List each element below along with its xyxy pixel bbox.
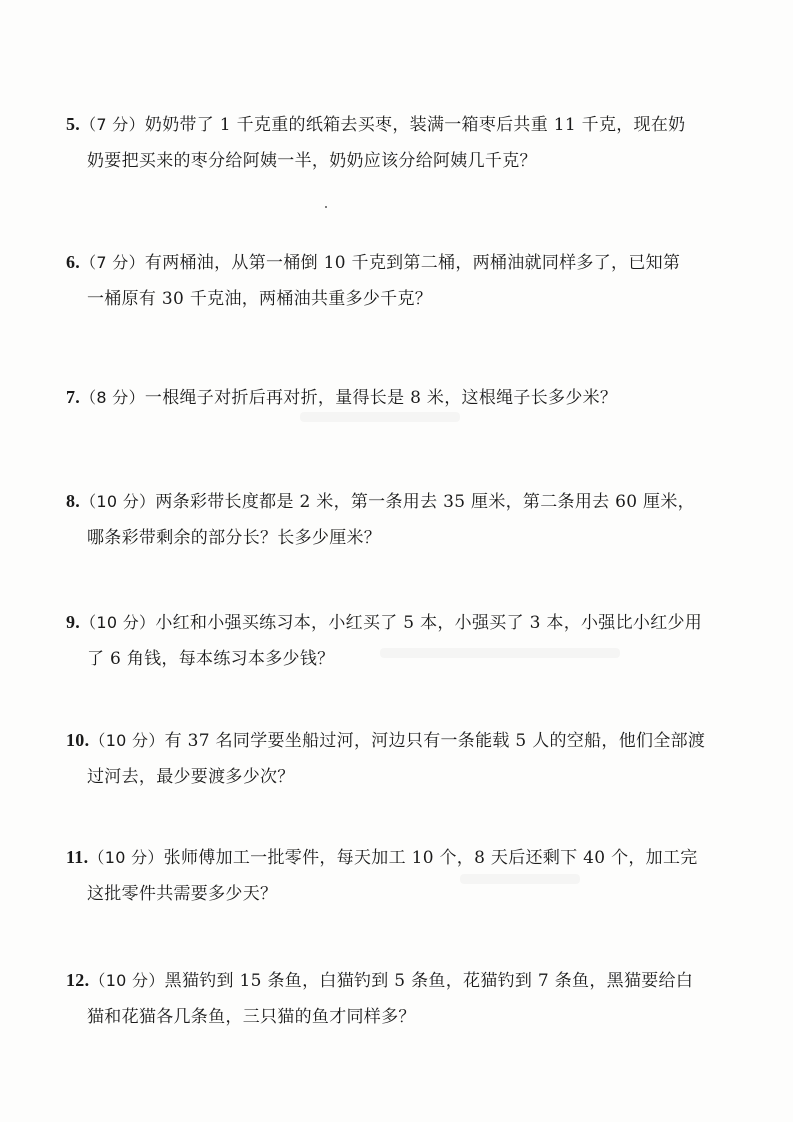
question-text: 两条彩带长度都是 2 米，第一条用去 35 厘米，第二条用去 60 厘米，	[155, 492, 695, 512]
question-points: （10 分）	[80, 613, 156, 632]
question-line-2: 奶要把买来的枣分给阿姨一半，奶奶应该分给阿姨几千克？	[87, 151, 537, 171]
question-text: 有 37 名同学要坐船过河，河边只有一条能载 5 人的空船，他们全部渡	[164, 731, 706, 751]
question-text: 奶奶带了 1 千克重的纸箱去买枣，装满一箱枣后共重 11 千克，现在奶	[144, 115, 686, 135]
question-line-1	[66, 722, 731, 759]
question-line-1	[66, 604, 731, 641]
question-6	[66, 244, 731, 317]
question-text: 有两桶油，从第一桶倒 10 千克到第二桶，两桶油就同样多了，已知第	[144, 253, 681, 273]
question-7	[66, 379, 731, 416]
question-line-2: 一桶原有 30 千克油，两桶油共重多少千克？	[87, 289, 433, 309]
question-number: 12.	[66, 970, 90, 990]
question-points: （7 分）	[80, 115, 145, 134]
question-line-1	[66, 106, 731, 143]
question-text: 一根绳子对折后再对折，量得长是 8 米，这根绳子长多少米？	[144, 388, 618, 408]
question-line-2: 这批零件共需要多少天？	[87, 884, 278, 904]
question-line-1	[66, 244, 731, 281]
question-number: 10.	[66, 730, 90, 750]
question-points: （8 分）	[80, 388, 145, 407]
question-9	[66, 604, 731, 677]
question-12	[66, 962, 731, 1035]
question-8	[66, 483, 731, 556]
question-line-1	[66, 483, 731, 520]
question-number: 9.	[66, 612, 81, 632]
question-line-1	[66, 379, 731, 416]
question-line-1	[66, 839, 731, 876]
scan-speck	[325, 206, 327, 208]
question-points: （7 分）	[80, 253, 145, 272]
question-number: 5.	[66, 114, 81, 134]
question-number: 11.	[66, 847, 89, 867]
question-points: （10 分）	[80, 492, 156, 511]
question-line-2: 了 6 角钱，每本练习本多少钱？	[87, 649, 335, 669]
question-number: 8.	[66, 491, 81, 511]
question-text: 黑猫钓到 15 条鱼，白猫钓到 5 条鱼，花猫钓到 7 条鱼，黑猫要给白	[164, 971, 694, 991]
question-number: 7.	[66, 387, 81, 407]
question-text: 小红和小强买练习本，小红买了 5 本，小强买了 3 本，小强比小红少用	[155, 613, 703, 633]
question-5	[66, 106, 731, 179]
question-11	[66, 839, 731, 912]
question-line-2: 哪条彩带剩余的部分长？长多少厘米？	[87, 528, 382, 548]
question-points: （10 分）	[88, 848, 164, 867]
question-points: （10 分）	[89, 971, 165, 990]
question-text: 张师傅加工一批零件，每天加工 10 个，8 天后还剩下 40 个，加工完	[163, 848, 698, 868]
question-points: （10 分）	[89, 731, 165, 750]
question-line-2: 猫和花猫各几条鱼，三只猫的鱼才同样多？	[87, 1007, 416, 1027]
question-number: 6.	[66, 252, 81, 272]
question-line-2: 过河去，最少要渡多少次？	[87, 767, 295, 787]
question-line-1	[66, 962, 731, 999]
question-10	[66, 722, 731, 795]
